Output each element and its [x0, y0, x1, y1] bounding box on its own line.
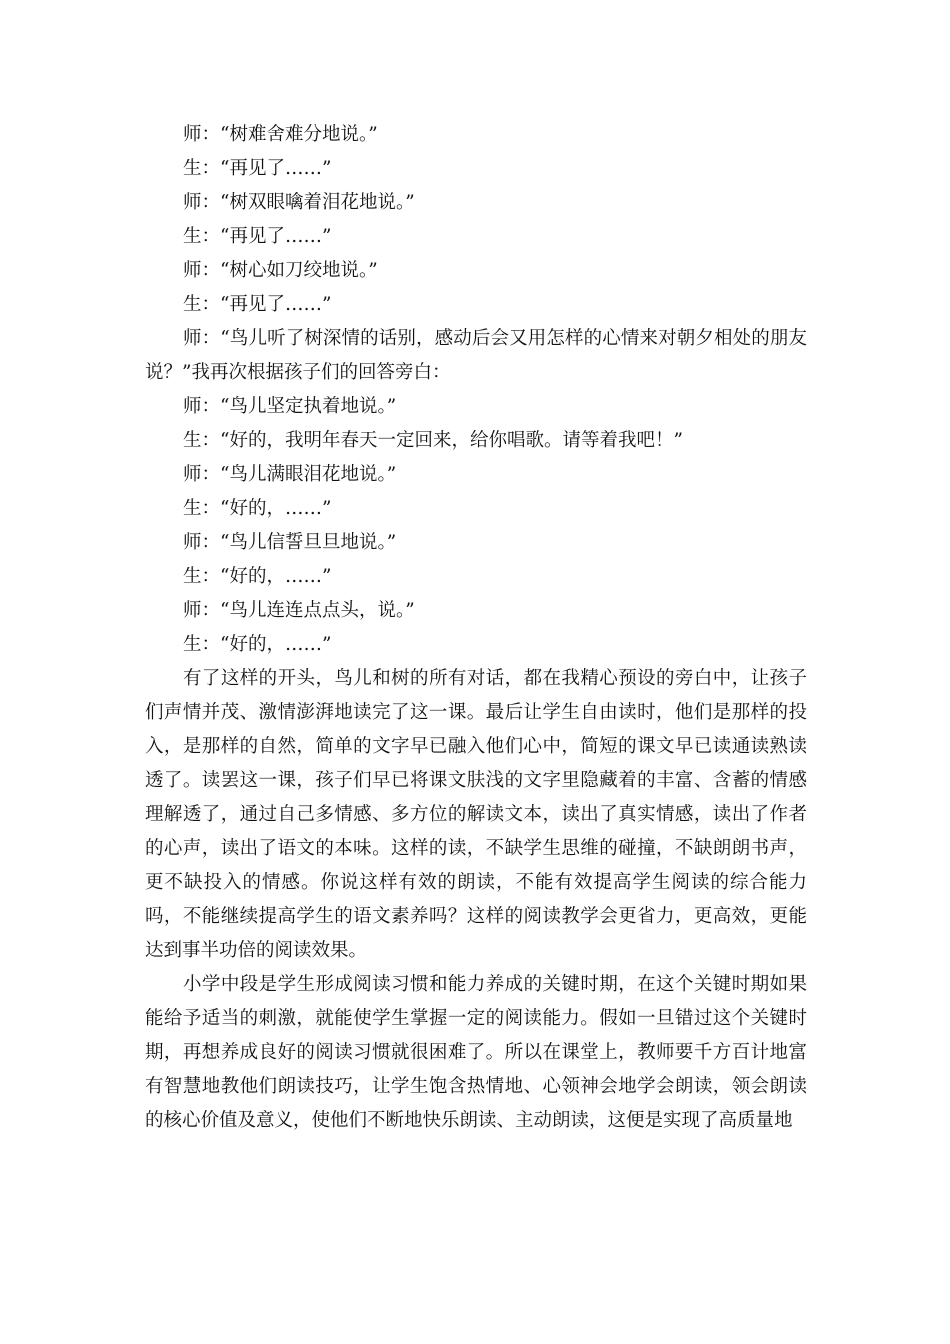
- body-paragraph: 小学中段是学生形成阅读习惯和能力养成的关键时期，在这个关键时期如果能给予适当的刺激，就能使学生掌握一定的阅读能力。假如一旦错过这个关键时期，再想养成良好的阅读习惯就很困难了。所以在课堂上，教师要千方百计地富有智慧地教他们朗读技巧，让学生饱含热情地、心领神会地学会朗读，领会朗读的核心价值及意义，使他们不断地快乐朗读、主动朗读，这便是实现了高质量地: [145, 974, 807, 1131]
- dialogue-line: 生：“好的，我明年春天一定回来，给你唱歌。请等着我吧！”: [183, 430, 683, 451]
- dialogue-line: 师：“树难舍难分地说。”: [183, 124, 378, 145]
- dialogue-line: 生：“再见了……”: [183, 158, 332, 179]
- dialogue-line: 生：“好的，……”: [183, 566, 332, 587]
- dialogue-line: 师：“鸟儿满眼泪花地说。”: [183, 464, 397, 485]
- transition-paragraph: 师：“鸟儿听了树深情的话别，感动后会又用怎样的心情来对朝夕相处的朋友说？”我再次根据孩子们的回答旁白：: [145, 328, 807, 383]
- dialogue-line: 生：“好的，……”: [183, 634, 332, 655]
- dialogue-line: 生：“好的，……”: [183, 498, 332, 519]
- document-body: [145, 118, 807, 1138]
- dialogue-line: 生：“再见了……”: [183, 294, 332, 315]
- dialogue-line: 师：“树双眼噙着泪花地说。”: [183, 192, 415, 213]
- body-paragraph: 有了这样的开头，鸟儿和树的所有对话，都在我精心预设的旁白中，让孩子们声情并茂、激情澎湃地读完了这一课。最后让学生自由读时，他们是那样的投入，是那样的自然，简单的文字早已融入他们心中，简短的课文早已读通读熟读透了。读罢这一课，孩子们早已将课文肤浅的文字里隐藏着的丰富、含蓄的情感理解透了，通过自己多情感、多方位的解读文本，读出了真实情感，读出了作者的心声，读出了语文的本味。这样的读，不缺学生思维的碰撞，不缺朗朗书声，更不缺投入的情感。你说这样有效的朗读，不能有效提高学生阅读的综合能力吗，不能继续提高学生的语文素养吗？这样的阅读教学会更省力，更高效，更能达到事半功倍的阅读效果。: [145, 668, 807, 961]
- dialogue-line: 师：“鸟儿信誓旦旦地说。”: [183, 532, 397, 553]
- dialogue-line: 师：“树心如刀绞地说。”: [183, 260, 378, 281]
- dialogue-line: 师：“鸟儿连连点点头，说。”: [183, 600, 415, 621]
- dialogue-line: 师：“鸟儿坚定执着地说。”: [183, 396, 397, 417]
- dialogue-line: 生：“再见了……”: [183, 226, 332, 247]
